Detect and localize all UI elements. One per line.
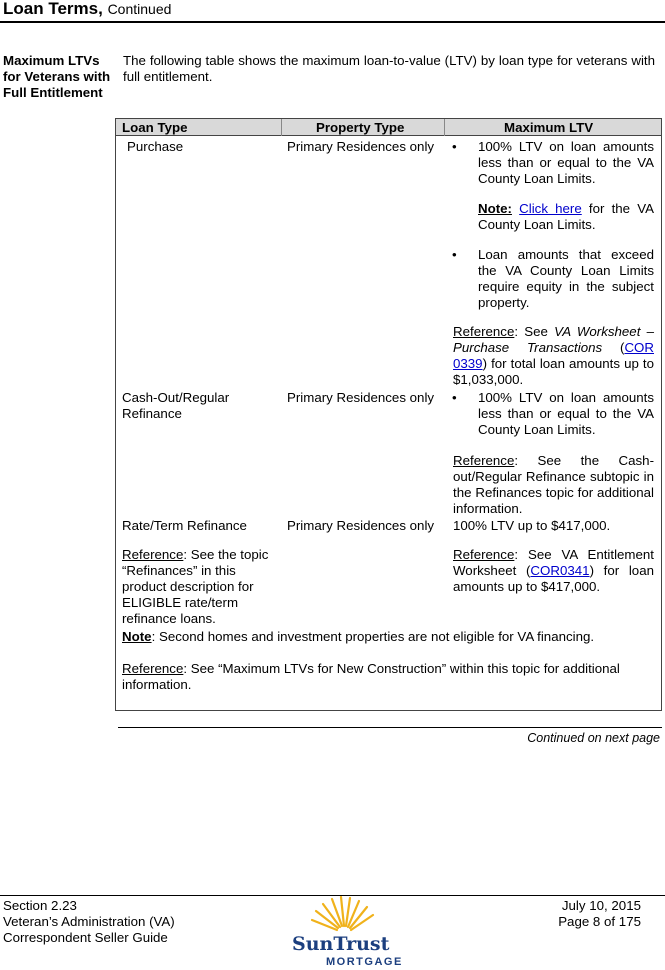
purchase-ref-post: ) for total loan amounts up to $1,033,000.: [453, 356, 654, 387]
purchase-ref-paren: (: [602, 340, 625, 355]
table-header-row: [116, 119, 661, 136]
section-intro: The following table shows the maximum loan-to-value (LTV) by loan type for veterans with full entitlement.: [123, 53, 655, 84]
rateterm-ltv-ref-label: Reference: [453, 547, 515, 562]
suntrust-logo: [282, 896, 412, 968]
cor0339-link[interactable]: COR 0339: [453, 340, 654, 371]
table-ref-label: Reference: [122, 661, 184, 676]
header-divider: [444, 119, 445, 136]
table-reference: [122, 661, 657, 693]
purchase-note-label: Note:: [478, 201, 512, 216]
purchase-note-rest: for the VA County Loan Limits.: [478, 201, 654, 232]
purchase-reference: [453, 324, 654, 388]
page-title: [3, 1, 171, 17]
cashout-loan-type: Cash-Out/Regular Refinance: [122, 390, 230, 421]
footer-doc-name: Veteran’s Administration (VA): [3, 914, 175, 929]
footer-right: [558, 898, 641, 930]
table-note-label: Note: [122, 629, 152, 644]
rateterm-ref-label: Reference: [122, 547, 184, 562]
footer-guide: Correspondent Seller Guide: [3, 930, 168, 945]
table-ref-text: : See “Maximum LTVs for New Construction” within this topic for additional information.: [122, 661, 620, 692]
logo-wordmark: SunTrust: [292, 933, 390, 955]
logo-subtitle: MORTGAGE: [326, 956, 403, 968]
footer-section: Section 2.23: [3, 898, 77, 913]
table-note: [122, 629, 657, 645]
title-divider: [0, 21, 665, 23]
continued-note: Continued on next page: [527, 731, 660, 745]
footer-page: Page 8 of 175: [558, 914, 641, 929]
purchase-property-type: Primary Residences only: [287, 139, 435, 154]
purchase-ref-title: VA Worksheet – Purchase Transactions: [453, 324, 654, 355]
purchase-note: [478, 201, 654, 233]
header-divider: [281, 119, 282, 136]
rateterm-ltv-reference: [453, 547, 654, 595]
rateterm-reference: [122, 547, 274, 627]
purchase-loan-type: Purchase: [127, 139, 184, 154]
header-loan-type: Loan Type: [122, 120, 188, 135]
content-end-divider: [118, 727, 662, 728]
header-maximum-ltv: Maximum LTV: [504, 120, 594, 135]
title-continued: Continued: [107, 1, 172, 17]
rateterm-property-type: Primary Residences only: [287, 518, 435, 533]
purchase-ltv-bullet-1: • 100% LTV on loan amounts less than or equal to the VA County Loan Limits.: [478, 139, 654, 187]
header-property-type: Property Type: [316, 120, 405, 135]
title-text: Loan Terms,: [3, 0, 103, 18]
cor0341-link[interactable]: COR0341: [530, 563, 590, 578]
rateterm-ltv-ref-pre: : See VA Entitlement Worksheet (: [453, 547, 654, 578]
county-limits-link[interactable]: Click here: [519, 201, 582, 216]
ltv-table: [115, 118, 662, 711]
cashout-ref-label: Reference: [453, 453, 515, 468]
footer-left: [3, 898, 175, 946]
rateterm-loan-type: Rate/Term Refinance: [122, 518, 247, 533]
section-label: Maximum LTVs for Veterans with Full Entitlement: [3, 53, 111, 100]
cashout-ref-text: : See the Cash-out/Regular Refinance subtopic in the Refinances topic for additional information.: [453, 453, 654, 516]
purchase-ref-pre: : See: [514, 324, 555, 339]
footer-date: July 10, 2015: [561, 898, 641, 913]
rateterm-ltv: 100% LTV up to $417,000.: [453, 518, 611, 533]
cashout-property-type: Primary Residences only: [287, 390, 435, 405]
cashout-reference: [453, 453, 654, 517]
table-note-text: : Second homes and investment properties are not eligible for VA financing.: [151, 629, 595, 644]
rateterm-ref-text: : See the topic “Refinances” in this product description for ELIGIBLE rate/term refinance loans.: [122, 547, 269, 626]
rateterm-ltv-ref-post: ) for loan amounts up to $417,000.: [453, 563, 654, 594]
purchase-ltv-bullet-2: • Loan amounts that exceed the VA County Loan Limits require equity in the subject property.: [478, 247, 654, 311]
sun-rays-icon: [312, 897, 373, 930]
cashout-ltv-bullet-1: • 100% LTV on loan amounts less than or equal to the VA County Loan Limits.: [478, 390, 654, 438]
purchase-ref-label: Reference: [453, 324, 515, 339]
